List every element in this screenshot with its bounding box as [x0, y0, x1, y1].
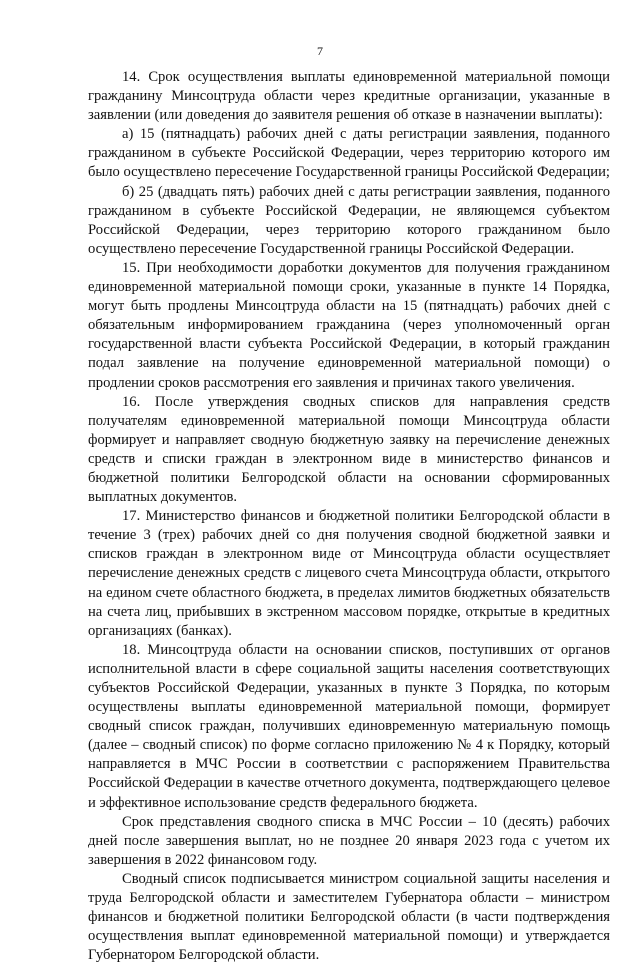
paragraph-15: 15. При необходимости доработки документов для получения гражданином единовременной материальной помощи сроки, указанные в пункте 14 Порядка, могут быть продлены Минсоцтруда области на 15 (пятнадцать) рабочих дней с обязательным информированием гражданина (через уполномоченный орган государственной власти субъекта Российской Федерации, в который гражданин подал заявление на получение единовременной материальной помощи) о продлении сроков рассмотрения его заявления и причинах такого увеличения. — [88, 259, 610, 391]
paragraph-17: 17. Министерство финансов и бюджетной политики Белгородской области в течение 3 (трех) рабочих дней со дня получения сводной бюджетной заявки и списков граждан в электронном виде от Минсоцтруда области осуществляет перечисление денежных средств с лицевого счета Минсоцтруда области, открытого на едином счете областного бюджета, в пределах лимитов бюджетных обязательств на счета лиц, прибывших в экстренном массовом порядке, открытые в кредитных организациях (банках). — [88, 508, 610, 639]
paragraph-18-signature: Сводный список подписывается министром социальной защиты населения и труда Белгородской области и заместителем Губернатора области – министром финансов и бюджетной политики Белгородской области (в части подтверждения осуществления выплат единовременной материальной помощи) и утверждается Губернатором Белгородской области. — [88, 870, 610, 964]
paragraph-14: 14. Срок осуществления выплаты единовременной материальной помощи гражданину Минсоцтруда области через кредитные организации, указанные в заявлении (или доведения до заявителя решения об отказе в назначении выплаты): — [88, 69, 610, 124]
paragraph-18: 18. Минсоцтруда области на основании списков, поступивших от органов исполнительной власти в сфере социальной защиты населения соответствующих субъектов Российской Федерации, указанных в пункте 3 Порядка, по которым осуществлены выплаты единовременной материальной помощи, формирует сводный список граждан, получивших единовременную материальную помощь (далее – сводный список) по форме согласно приложению № 4 к Порядку, который направляется в МЧС России в соответствии с распоряжением Правительства Российской Федерации в качестве отчетного документа, подтверждающего целевое и эффективное использование средств федерального бюджета. — [88, 641, 610, 811]
paragraph-14-a: а) 15 (пятнадцать) рабочих дней с даты регистрации заявления, поданного гражданином в субъекте Российской Федерации, через территорию которого им было осуществлено пересечение Государственной границы Российской Федерации; — [88, 126, 610, 181]
paragraph-16: 16. После утверждения сводных списков для направления средств получателям единовременной материальной помощи Минсоцтруда области формирует и направляет сводную бюджетную заявку на перечисление денежных средств и списки граждан в электронном виде в министерство финансов и бюджетной политики Белгородской области на основании сформированных выплатных документов. — [88, 393, 610, 506]
paragraph-18-deadline: Срок представления сводного списка в МЧС России – 10 (десять) рабочих дней после завершения выплат, но не позднее 20 января 2023 года с учетом их завершения в 2022 финансовом году. — [88, 813, 610, 868]
page-number: 7 — [317, 44, 323, 58]
document-body — [88, 68, 610, 965]
paragraph-14-b: б) 25 (двадцать пять) рабочих дней с даты регистрации заявления, поданного гражданином в субъекте Российской Федерации, не являющемся субъектом Российской Федерации, через территорию которого гражданином было осуществлено пересечение Государственной границы Российской Федерации. — [88, 183, 610, 257]
